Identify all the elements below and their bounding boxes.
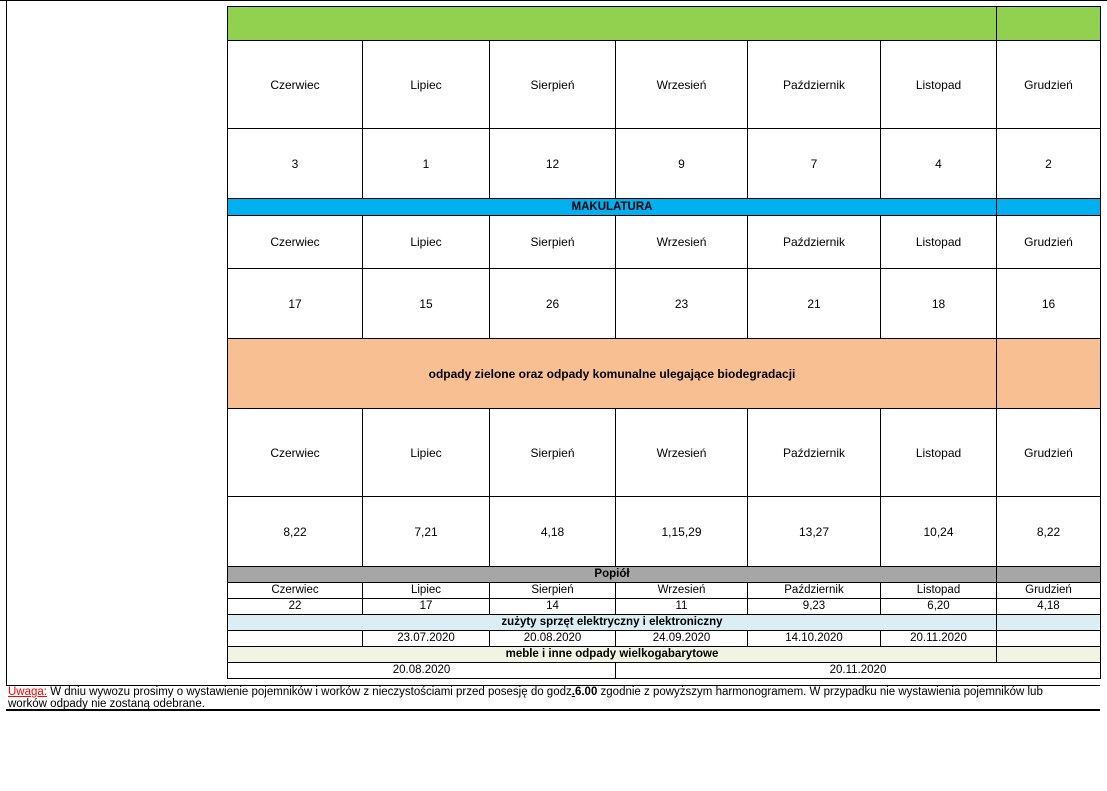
date-cell: 14.10.2020 bbox=[748, 631, 881, 647]
day-cell: 3 bbox=[228, 129, 363, 199]
note-time bbox=[572, 686, 598, 698]
days-row bbox=[228, 497, 1101, 567]
months-row bbox=[228, 583, 1101, 599]
day-cell: 16 bbox=[997, 269, 1101, 339]
makulatura-title: MAKULATURA bbox=[228, 199, 997, 216]
month-cell: Wrzesień bbox=[616, 41, 748, 129]
day-cell: 1,15,29 bbox=[616, 497, 748, 567]
green-header-cell bbox=[228, 7, 997, 41]
month-cell: Sierpień bbox=[490, 41, 616, 129]
days-row bbox=[228, 129, 1101, 199]
green-header-cell-end bbox=[997, 7, 1101, 41]
day-cell: 23 bbox=[616, 269, 748, 339]
month-cell: Lipiec bbox=[363, 409, 490, 497]
day-cell: 12 bbox=[490, 129, 616, 199]
month-cell: Wrzesień bbox=[616, 583, 748, 599]
note-time-dot: . bbox=[571, 686, 575, 698]
elektro-header bbox=[228, 615, 1101, 631]
day-cell: 7 bbox=[748, 129, 881, 199]
popiol-header-end bbox=[997, 567, 1101, 583]
month-cell: Wrzesień bbox=[616, 216, 748, 269]
elektro-header-end bbox=[997, 615, 1101, 631]
note-label: Uwaga: bbox=[8, 686, 47, 698]
day-cell: 18 bbox=[881, 269, 997, 339]
day-cell: 11 bbox=[616, 599, 748, 615]
month-cell: Sierpień bbox=[490, 583, 616, 599]
makulatura-header-end bbox=[997, 199, 1101, 216]
zielone-header-end bbox=[997, 339, 1101, 409]
months-row bbox=[228, 41, 1101, 129]
day-cell: 17 bbox=[228, 269, 363, 339]
day-cell: 14 bbox=[490, 599, 616, 615]
day-cell: 10,24 bbox=[881, 497, 997, 567]
month-cell: Grudzień bbox=[997, 41, 1101, 129]
note-text-part: zgodnie z powyższym harmonogramem. W przypadku nie wystawienia pojemników lub bbox=[597, 686, 1043, 698]
date-cell bbox=[997, 631, 1101, 647]
elektro-title: zużyty sprzęt elektryczny i elektroniczny bbox=[228, 615, 997, 631]
month-cell: Październik bbox=[748, 583, 881, 599]
day-cell: 9,23 bbox=[748, 599, 881, 615]
days-row bbox=[228, 599, 1101, 615]
months-row bbox=[228, 409, 1101, 497]
days-row bbox=[228, 269, 1101, 339]
day-cell: 26 bbox=[490, 269, 616, 339]
green-section-header bbox=[228, 7, 1101, 41]
date-cell: 20.11.2020 bbox=[616, 663, 1101, 679]
meble-title: meble i inne odpady wielkogabarytowe bbox=[228, 647, 997, 663]
date-cell: 20.11.2020 bbox=[881, 631, 997, 647]
month-cell: Czerwiec bbox=[228, 216, 363, 269]
month-cell: Sierpień bbox=[490, 216, 616, 269]
day-cell: 17 bbox=[363, 599, 490, 615]
date-cell bbox=[228, 631, 363, 647]
day-cell: 15 bbox=[363, 269, 490, 339]
day-cell: 1 bbox=[363, 129, 490, 199]
month-cell: Październik bbox=[748, 216, 881, 269]
date-cell: 20.08.2020 bbox=[228, 663, 616, 679]
day-cell: 21 bbox=[748, 269, 881, 339]
note-text-part: W dniu wywozu prosimy o wystawienie pojemników i worków z nieczystościami przed posesję do godz bbox=[47, 686, 572, 698]
month-cell: Lipiec bbox=[363, 583, 490, 599]
day-cell: 8,22 bbox=[228, 497, 363, 567]
day-cell: 2 bbox=[997, 129, 1101, 199]
schedule-table bbox=[227, 6, 1101, 679]
month-cell: Listopad bbox=[881, 216, 997, 269]
meble-header bbox=[228, 647, 1101, 663]
month-cell: Grudzień bbox=[997, 583, 1101, 599]
date-cell: 20.08.2020 bbox=[490, 631, 616, 647]
month-cell: Październik bbox=[748, 409, 881, 497]
meble-header-end bbox=[997, 647, 1101, 663]
left-border bbox=[6, 0, 7, 685]
top-border bbox=[0, 0, 1107, 1]
month-cell: Październik bbox=[748, 41, 881, 129]
day-cell: 9 bbox=[616, 129, 748, 199]
day-cell: 8,22 bbox=[997, 497, 1101, 567]
popiol-title: Popiół bbox=[228, 567, 997, 583]
day-cell: 6,20 bbox=[881, 599, 997, 615]
month-cell: Listopad bbox=[881, 409, 997, 497]
day-cell: 7,21 bbox=[363, 497, 490, 567]
date-cell: 23.07.2020 bbox=[363, 631, 490, 647]
date-cell: 24.09.2020 bbox=[616, 631, 748, 647]
popiol-header bbox=[228, 567, 1101, 583]
day-cell: 13,27 bbox=[748, 497, 881, 567]
month-cell: Lipiec bbox=[363, 41, 490, 129]
note-time-value: 6.00 bbox=[574, 686, 598, 698]
month-cell: Czerwiec bbox=[228, 409, 363, 497]
note-text bbox=[6, 685, 1100, 711]
day-cell: 22 bbox=[228, 599, 363, 615]
note-text-part: worków odpady nie zostaną odebrane. bbox=[8, 698, 205, 710]
month-cell: Listopad bbox=[881, 583, 997, 599]
month-cell: Czerwiec bbox=[228, 583, 363, 599]
month-cell: Listopad bbox=[881, 41, 997, 129]
month-cell: Sierpień bbox=[490, 409, 616, 497]
day-cell: 4,18 bbox=[490, 497, 616, 567]
month-cell: Grudzień bbox=[997, 409, 1101, 497]
zielone-header bbox=[228, 339, 1101, 409]
day-cell: 4 bbox=[881, 129, 997, 199]
month-cell: Lipiec bbox=[363, 216, 490, 269]
months-row bbox=[228, 216, 1101, 269]
meble-dates-row bbox=[228, 663, 1101, 679]
elektro-dates-row bbox=[228, 631, 1101, 647]
month-cell: Grudzień bbox=[997, 216, 1101, 269]
zielone-title: odpady zielone oraz odpady komunalne ulegające biodegradacji bbox=[228, 339, 997, 409]
makulatura-header bbox=[228, 199, 1101, 216]
month-cell: Wrzesień bbox=[616, 409, 748, 497]
day-cell: 4,18 bbox=[997, 599, 1101, 615]
month-cell: Czerwiec bbox=[228, 41, 363, 129]
